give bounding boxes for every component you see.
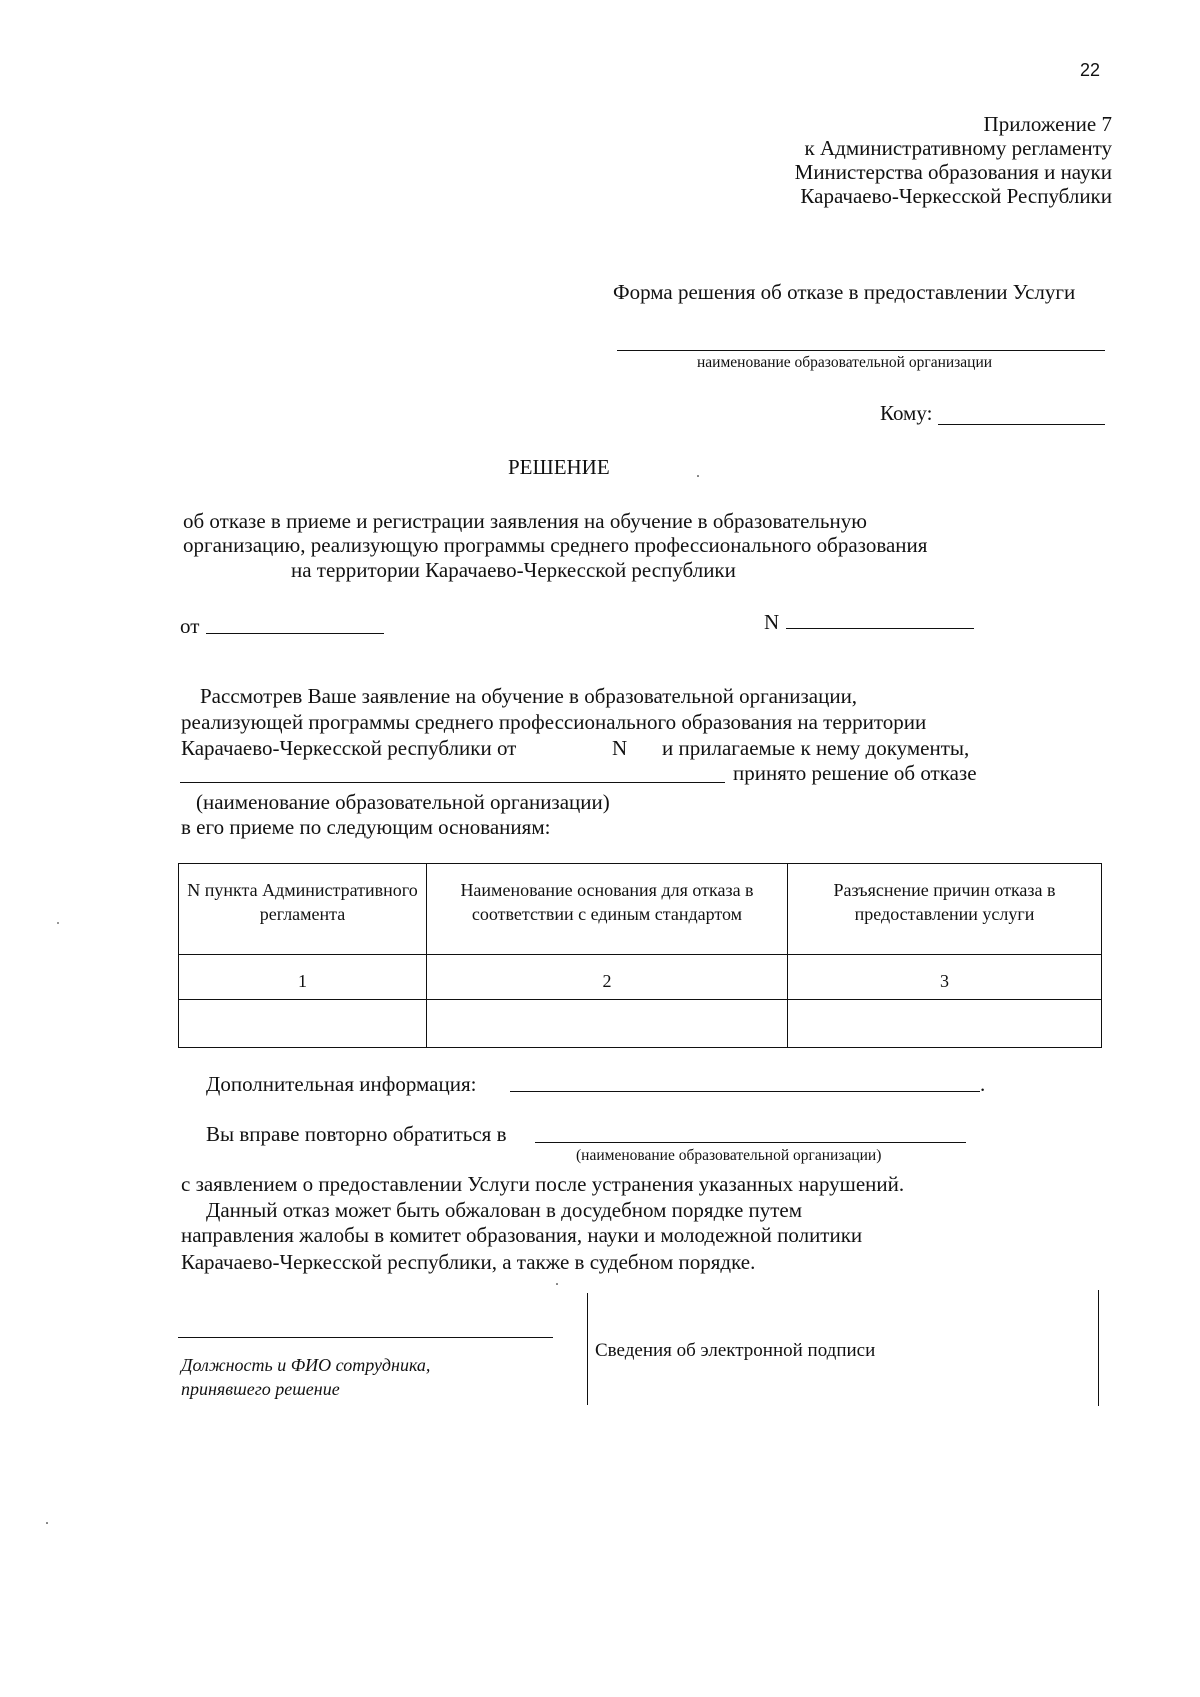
decision-title: РЕШЕНИЕ (508, 455, 610, 479)
subtitle-line-1: об отказе в приеме и регистрации заявления на обучение в образовательную (183, 509, 867, 533)
reapply-caption: (наименование образовательной организации) (576, 1147, 882, 1164)
table-cell (788, 1000, 1102, 1048)
header-clause-number: N пункта Административного регламента (179, 864, 427, 955)
table-header-row (179, 864, 1102, 955)
appendix-block (795, 112, 1112, 208)
table-cell: 3 (788, 955, 1102, 1000)
body-line-3a: Карачаево-Черкесской республики от (181, 736, 517, 760)
page-number: 22 (1080, 60, 1101, 80)
grounds-table (178, 863, 1102, 1048)
appeal-line-3: Карачаево-Черкесской республики, а также в судебном порядке. (181, 1250, 756, 1274)
table-number-row (179, 955, 1102, 1000)
org-name-line (617, 350, 1105, 351)
esign-label: Сведения об электронной подписи (595, 1340, 876, 1361)
org-fill-line (180, 782, 725, 783)
additional-info-line (510, 1091, 980, 1092)
signature-position-line-2: принявшего решение (181, 1379, 340, 1399)
form-title: Форма решения об отказе в предоставлении Услуги (613, 280, 1076, 304)
org-name-caption: наименование образовательной организации (697, 354, 993, 371)
table-cell (427, 1000, 788, 1048)
esign-left-border (587, 1293, 588, 1405)
reapply-line (535, 1142, 966, 1143)
after-fix-text: с заявлением о предоставлении Услуги после устранения указанных нарушений. (181, 1172, 905, 1196)
additional-info-end: . (980, 1072, 986, 1096)
header-ground-name: Наименование основания для отказа в соответствии с единым стандартом (427, 864, 788, 955)
date-line (206, 633, 384, 634)
additional-info-label: Дополнительная информация: (206, 1072, 477, 1096)
appeal-line-2: направления жалобы в комитет образования, науки и молодежной политики (181, 1223, 863, 1247)
appeal-line-1: Данный отказ может быть обжалован в досудебном порядке путем (206, 1198, 803, 1222)
table-cell: 1 (179, 955, 427, 1000)
body-line-3-n: N (612, 736, 628, 760)
appendix-line-1: Приложение 7 (983, 112, 1112, 136)
appendix-line-2: к Административному регламенту (804, 136, 1112, 160)
scan-speck (556, 1283, 558, 1285)
body-line-3b: и прилагаемые к нему документы, (662, 736, 970, 760)
number-label: N (764, 610, 780, 634)
appendix-line-4: Карачаево-Черкесской Республики (800, 184, 1112, 208)
date-label: от (180, 614, 200, 638)
body-line-4: принято решение об отказе (733, 761, 977, 785)
table-cell (179, 1000, 427, 1048)
body-line-1: Рассмотрев Ваше заявление на обучение в образовательной организации, (200, 684, 858, 708)
reapply-label: Вы вправе повторно обратиться в (206, 1122, 507, 1146)
table-cell: 2 (427, 955, 788, 1000)
to-line (938, 424, 1105, 425)
subtitle-line-3: на территории Карачаево-Черкесской республики (291, 558, 736, 582)
to-label: Кому: (880, 401, 933, 425)
body-line-5: в его приеме по следующим основаниям: (181, 815, 551, 839)
header-reason-explanation: Разъяснение причин отказа в предоставлении услуги (788, 864, 1102, 955)
subtitle-line-2: организацию, реализующую программы среднего профессионального образования (183, 533, 928, 557)
esign-right-border (1098, 1290, 1099, 1406)
table-empty-row (179, 1000, 1102, 1048)
body-line-2: реализующей программы среднего профессионального образования на территории (181, 710, 927, 734)
signature-line (178, 1337, 553, 1338)
signature-position-line-1: Должность и ФИО сотрудника, (181, 1355, 431, 1375)
scan-speck (57, 922, 59, 924)
scan-speck (697, 475, 699, 477)
scan-speck (46, 1522, 48, 1524)
number-line (786, 628, 974, 629)
body-org-caption: (наименование образовательной организации) (196, 790, 610, 814)
appendix-line-3: Министерства образования и науки (794, 160, 1112, 184)
